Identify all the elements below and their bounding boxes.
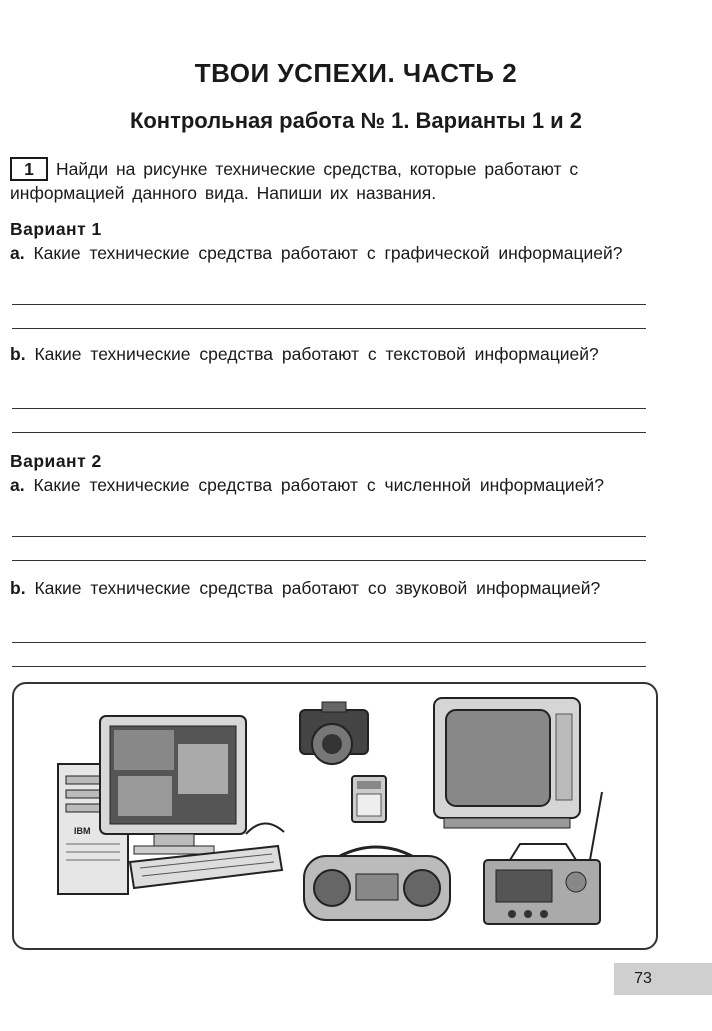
variant-1-question-a	[10, 241, 650, 265]
svg-text:IBM: IBM	[74, 826, 91, 836]
answer-line[interactable]	[12, 560, 646, 561]
answer-line[interactable]	[12, 642, 646, 643]
page-title: ТВОИ УСПЕХИ. ЧАСТЬ 2	[194, 58, 518, 88]
page-number-bar	[614, 963, 712, 995]
computer-monitor-icon	[100, 716, 246, 854]
answer-line[interactable]	[12, 408, 646, 409]
answer-line[interactable]	[12, 304, 646, 305]
question-text: Какие технические средства работают с графической информацией?	[33, 243, 623, 263]
answer-line[interactable]	[12, 536, 646, 537]
variant-1-question-b-block	[10, 342, 650, 366]
task-number-box: 1	[10, 157, 48, 181]
variant-2-question-b	[10, 576, 650, 600]
question-text: Какие технические средства работают с текстовой информацией?	[34, 344, 599, 364]
variant-1-question-b	[10, 342, 650, 366]
devices-illustration	[12, 682, 658, 950]
tv-icon	[434, 698, 580, 828]
variant-2-question-b-block	[10, 576, 650, 600]
answer-line[interactable]	[12, 328, 646, 329]
question-letter: a.	[10, 243, 25, 263]
boombox-icon	[304, 847, 450, 920]
question-letter: b.	[10, 344, 26, 364]
calculator-icon	[352, 776, 386, 822]
variant-1-section	[10, 217, 650, 265]
task-1	[10, 157, 650, 205]
answer-line[interactable]	[12, 432, 646, 433]
variant-2-question-a	[10, 473, 650, 497]
camera-icon	[300, 702, 368, 764]
variant-1-heading: Вариант 1	[10, 219, 102, 239]
task-text: Найди на рисунке технические средства, которые работают с информацией данного вида. Напиши их названия.	[10, 159, 579, 203]
page-number: 73	[634, 970, 652, 987]
variant-2-section	[10, 449, 650, 497]
question-text: Какие технические средства работают с численной информацией?	[33, 475, 604, 495]
answer-line[interactable]	[12, 666, 646, 667]
question-text: Какие технические средства работают со звуковой информацией?	[34, 578, 601, 598]
question-letter: a.	[10, 475, 25, 495]
variant-2-heading: Вариант 2	[10, 451, 102, 471]
page-subtitle: Контрольная работа № 1. Варианты 1 и 2	[129, 108, 583, 133]
question-letter: b.	[10, 578, 26, 598]
